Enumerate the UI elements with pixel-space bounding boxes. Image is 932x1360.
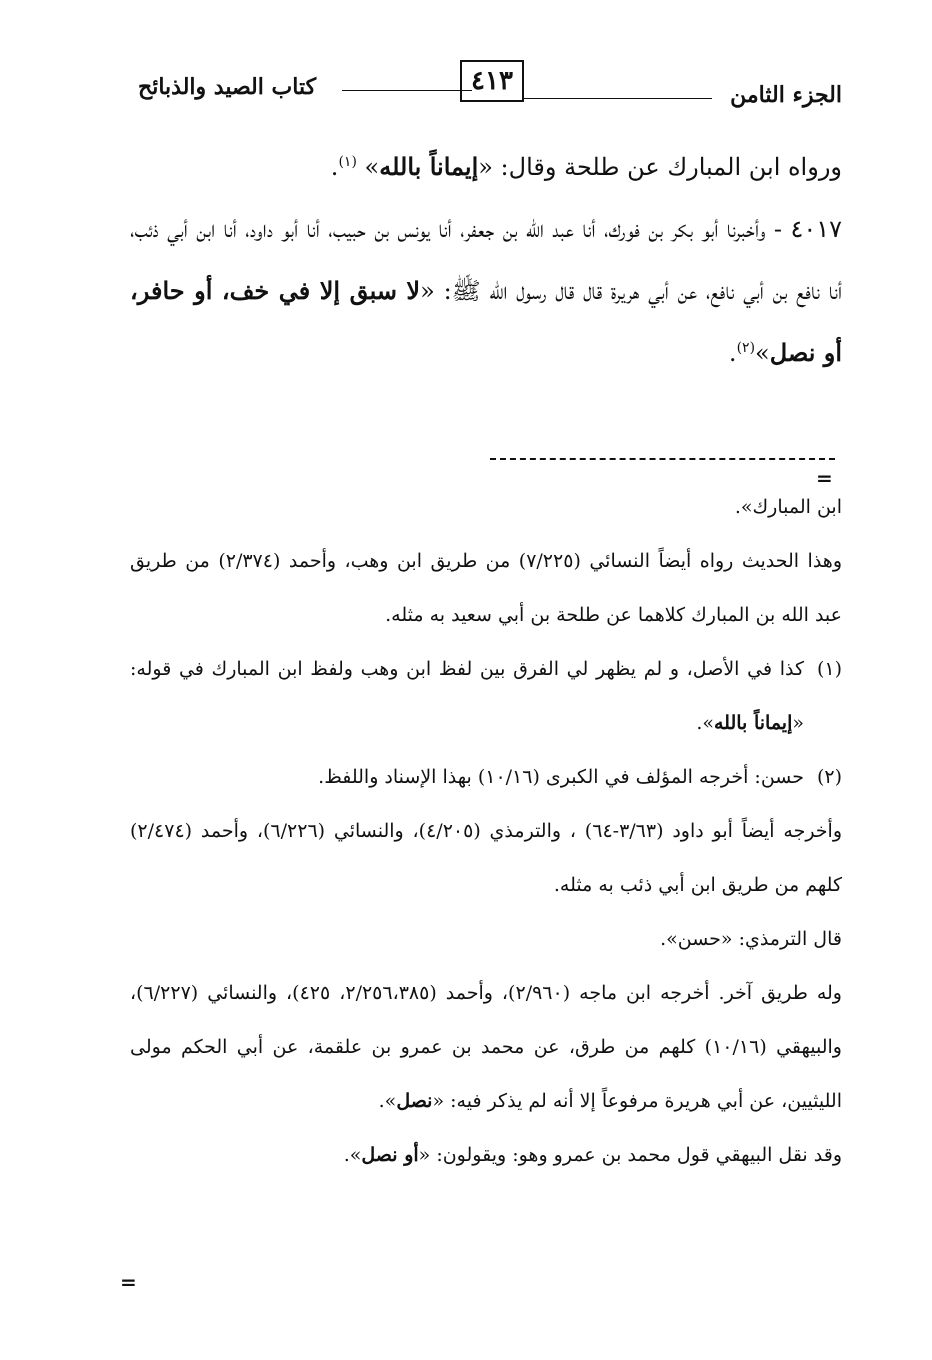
- footnote-2-para-3: قال الترمذي: «حسن».: [660, 928, 842, 950]
- footnote-1: (١)كذا في الأصل، و لم يظهر لي الفرق بين لفظ ابن وهب ولفظ ابن المبارك في قوله: «إيماناً بالله».: [130, 658, 842, 734]
- footnote-continued-2: وهذا الحديث رواه أيضاً النسائي (٧/٢٢٥) من طريق ابن وهب، وأحمد (٢/٣٧٤) من طريق عبد الله بن المبارك كلاهما عن طلحة بن أبي سعيد به مثله.: [130, 550, 842, 626]
- footnote-ref-2: (٢): [736, 340, 756, 356]
- page-header: [130, 60, 842, 130]
- main-line-1: ورواه ابن المبارك عن طلحة وقال: «إيماناً بالله» $^{(١)}$.: [330, 152, 842, 181]
- header-rule-left: [342, 90, 472, 91]
- footnote-2: (٢)حسن: أخرجه المؤلف في الكبرى (١٠/١٦) بهذا الإسناد واللفظ.: [318, 766, 842, 788]
- page-number: ٤١٣: [460, 60, 524, 102]
- book-title: كتاب الصيد والذبائح: [138, 74, 317, 100]
- footnote-ref-1: (١): [338, 154, 357, 170]
- main-text: [130, 136, 842, 384]
- continuation-mark: =: [816, 466, 833, 490]
- header-rule-right: [523, 98, 712, 99]
- hadith-4017: ٤٠١٧ - وأخبرنا أبو بكر بن فورك، أنا عبد الله بن جعفر، أنا يونس بن حبيب، أنا أبو داود، أنا ابن أبي ذئب، أنا نافع بن أبي نافع، عن أبي هريرة قال قال رسول الله ﷺ: «لا سبق إلا في خف، أو حافر، أو نصل»$^{(٢)}$.: [130, 215, 843, 367]
- footnote-2-para-4: وله طريق آخر. أخرجه ابن ماجه (٢/٩٦٠)، وأحمد (٢/٢٥٦،٣٨٥، ٤٢٥)، والنسائي (٦/٢٢٧)، والبيهقي (١٠/١٦) كلهم من طرق، عن محمد بن عمرو بن علقمة، عن أبي الحكم مولى الليثيين، عن أبي هريرة مرفوعاً إلا أنه لم يذكر فيه: «نصل».: [130, 982, 842, 1112]
- footnote-continued-1: ابن المبارك».: [734, 496, 842, 518]
- continuation-mark-bottom: =: [120, 1270, 137, 1294]
- footnote-2-para-5: وقد نقل البيهقي قول محمد بن عمرو وهو: ويقولون: «أو نصل».: [343, 1144, 842, 1166]
- volume-label: الجزء الثامن: [730, 82, 842, 108]
- footnotes: [130, 480, 842, 1182]
- footnote-2-para-2: وأخرجه أيضاً أبو داود (٣/٦٣-٦٤) ، والترمذي (٤/٢٠٥)، والنسائي (٦/٢٢٦)، وأحمد (٢/٤٧٤) كلهم من طريق ابن أبي ذئب به مثله.: [130, 820, 842, 896]
- footnote-separator: [490, 458, 835, 460]
